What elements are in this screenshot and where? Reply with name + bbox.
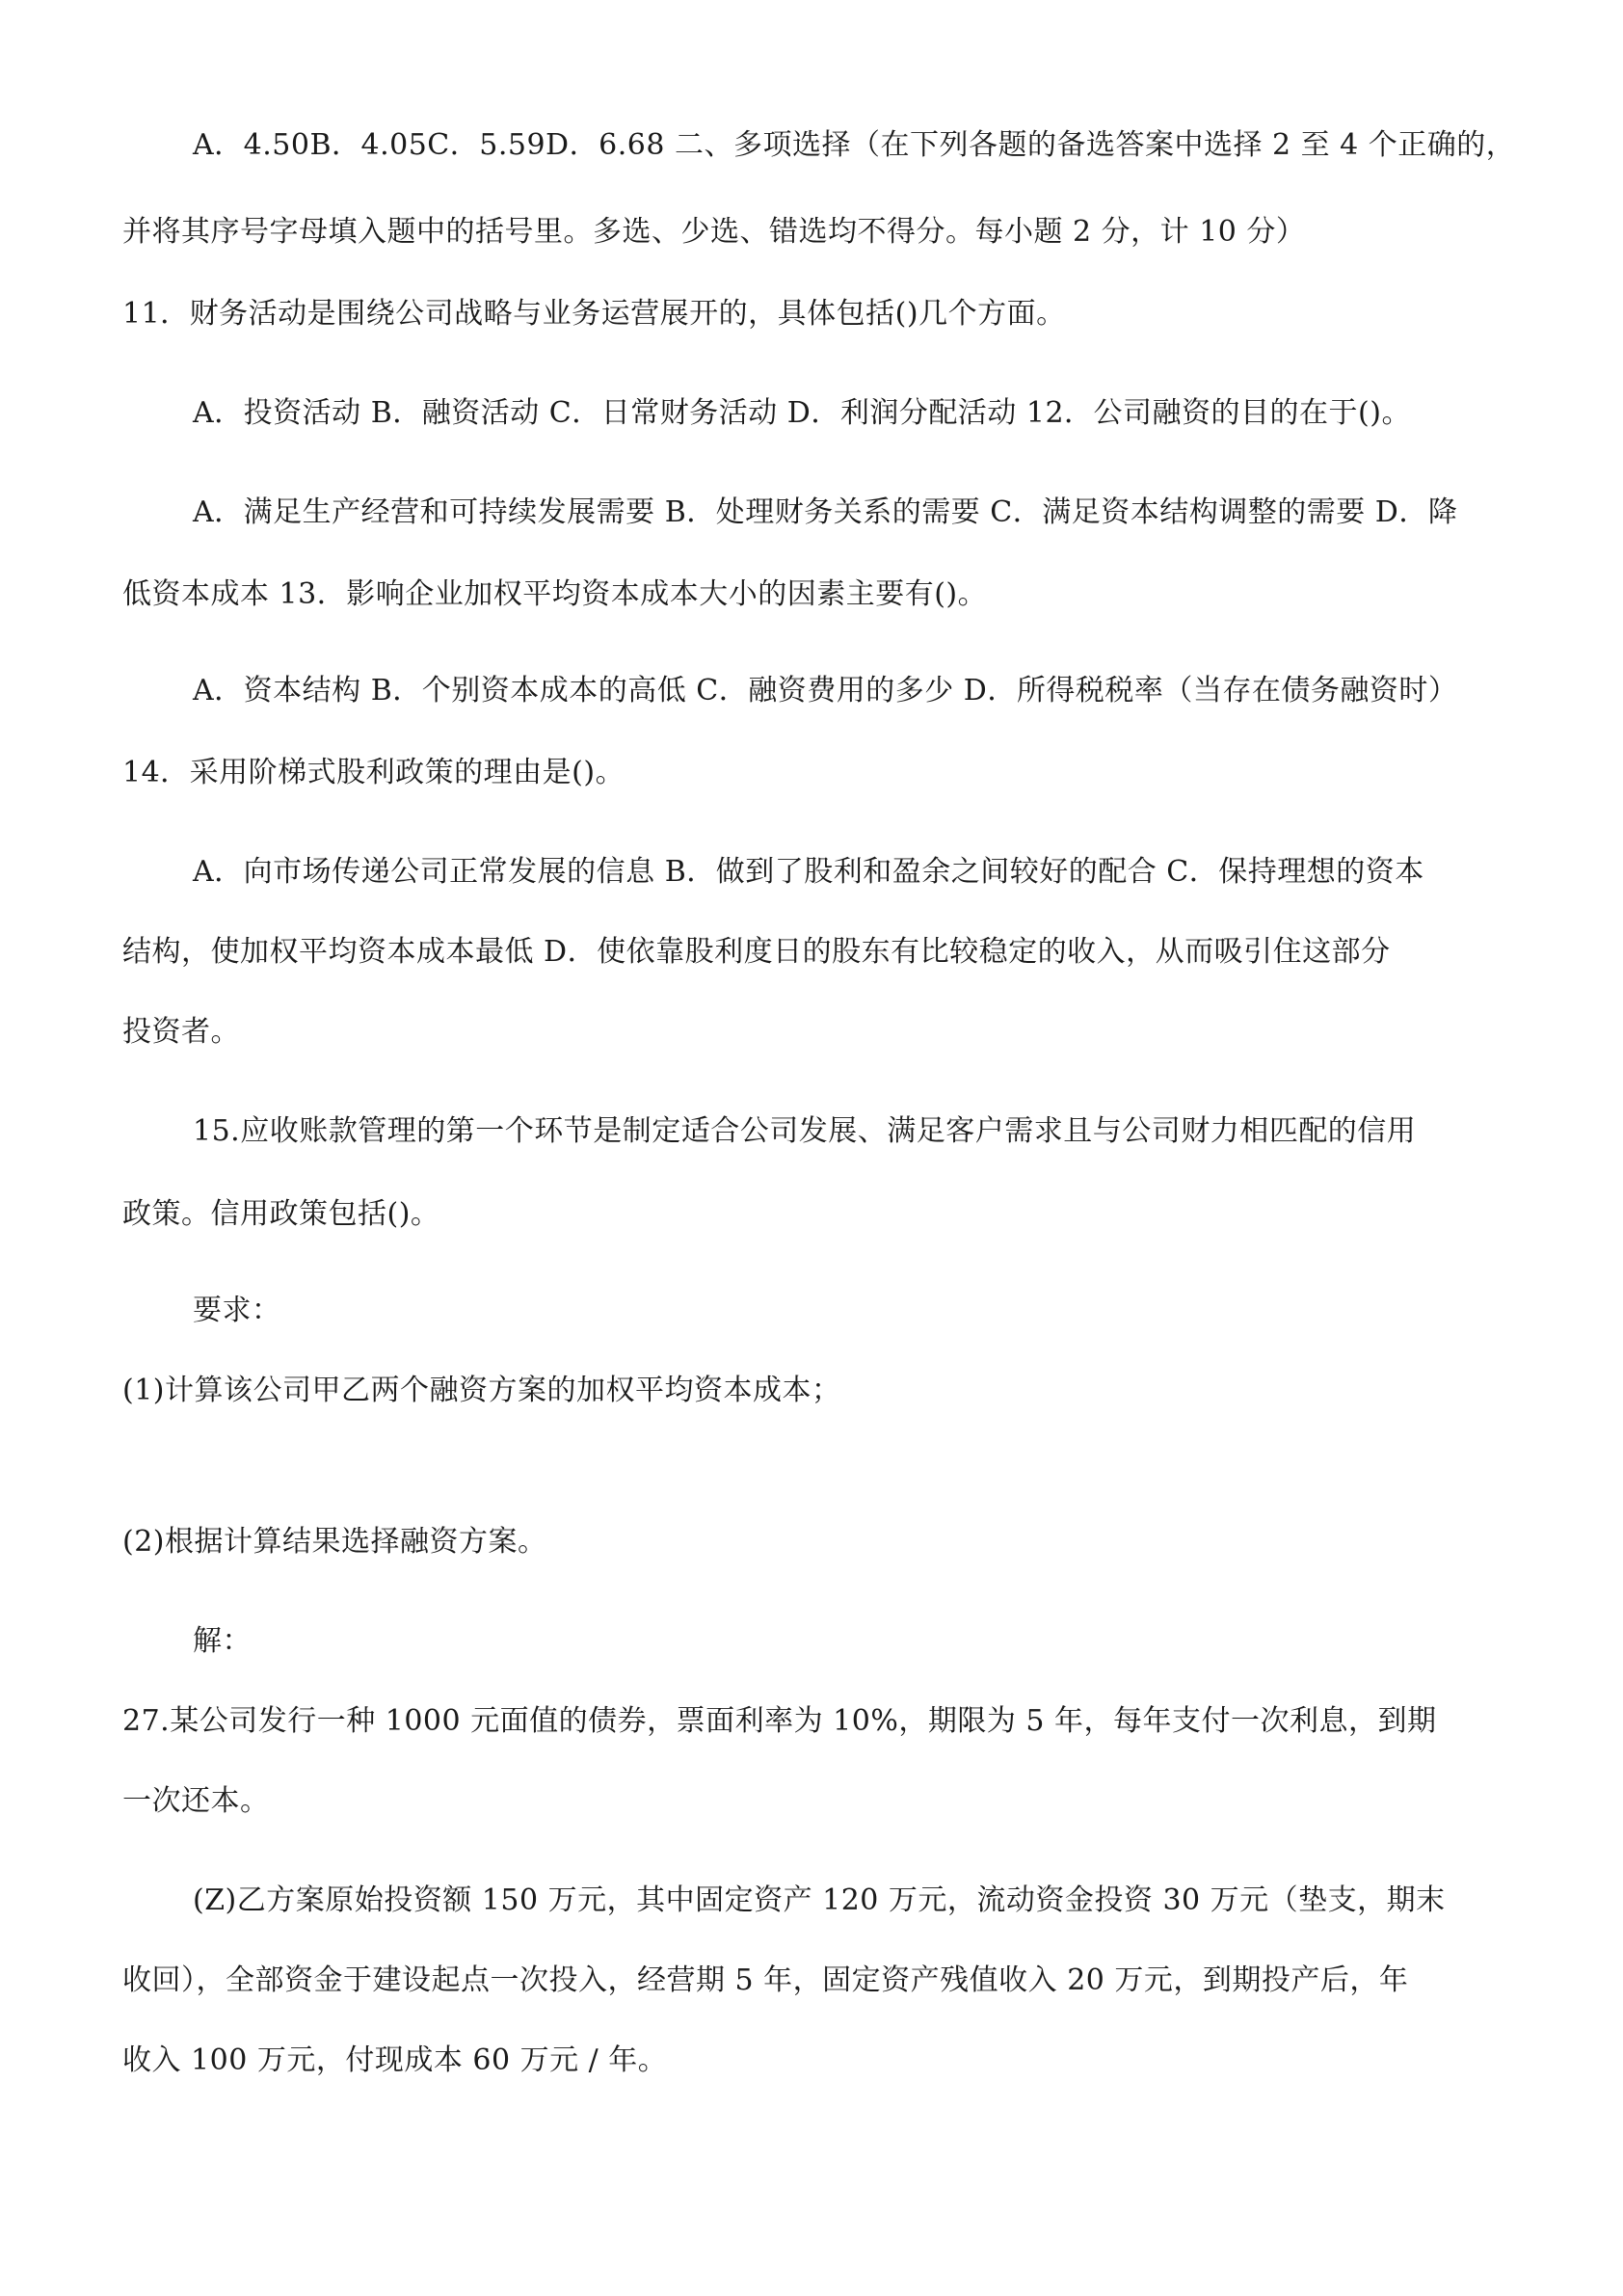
text-line-options-14: A．向市场传递公司正常发展的信息 B．做到了股利和盈余之间较好的配合 C．保持理想的资本 [193, 855, 1424, 889]
text-line-options-11: A．投资活动 B．融资活动 C．日常财务活动 D．利润分配活动 12．公司融资的目的在于()。 [193, 396, 1411, 430]
text-line-options-12: A．满足生产经营和可持续发展需要 B．处理财务关系的需要 C．满足资本结构调整的需要 D．降 [193, 495, 1458, 529]
text-line-plan-b-end: 收入 100 万元，付现成本 60 万元 / 年。 [122, 2043, 668, 2077]
text-line-question-13: 低资本成本 13．影响企业加权平均资本成本大小的因素主要有()。 [122, 577, 988, 611]
text-line-question-27-cont: 一次还本。 [122, 1784, 270, 1818]
text-line-options-13: A．资本结构 B．个别资本成本的高低 C．融资费用的多少 D．所得税税率（当存在债务融资时） [193, 674, 1458, 707]
text-line-options-10: A．4.50B．4.05C．5.59D．6.68 二、多项选择（在下列各题的备选答案中选择 2 至 4 个正确的， [193, 128, 1516, 162]
text-line-options-14-cont: 结构，使加权平均资本成本最低 D．使依靠股利度日的股东有比较稳定的收入，从而吸引住这部分 [122, 935, 1391, 969]
text-line-question-27: 27.某公司发行一种 1000 元面值的债券，票面利率为 10%，期限为 5 年，每年支付一次利息，到期 [122, 1704, 1437, 1738]
text-line-requirement-2: (2)根据计算结果选择融资方案。 [122, 1525, 547, 1559]
text-line-requirements: 要求： [193, 1294, 281, 1327]
text-line-solution: 解： [193, 1624, 252, 1658]
text-line-plan-b: (Z)乙方案原始投资额 150 万元，其中固定资产 120 万元，流动资金投资 30 万元（垫支，期末 [193, 1883, 1446, 1917]
text-line-plan-b-cont: 收回），全部资金于建设起点一次投入，经营期 5 年，固定资产残值收入 20 万元，到期投产后，年 [122, 1963, 1409, 1997]
text-line-requirement-1: (1)计算该公司甲乙两个融资方案的加权平均资本成本； [122, 1374, 841, 1407]
text-line-options-14-end: 投资者。 [122, 1015, 240, 1049]
text-line-question-15: 15.应收账款管理的第一个环节是制定适合公司发展、满足客户需求且与公司财力相匹配的信用 [193, 1114, 1417, 1148]
text-line-question-14: 14．采用阶梯式股利政策的理由是()。 [122, 756, 625, 789]
text-line-question-11: 11．财务活动是围绕公司战略与业务运营展开的，具体包括()几个方面。 [122, 297, 1066, 331]
text-line-section-instructions: 并将其序号字母填入题中的括号里。多选、少选、错选均不得分。每小题 2 分，计 10 分） [122, 215, 1306, 249]
text-line-question-15-cont: 政策。信用政策包括()。 [122, 1197, 440, 1231]
